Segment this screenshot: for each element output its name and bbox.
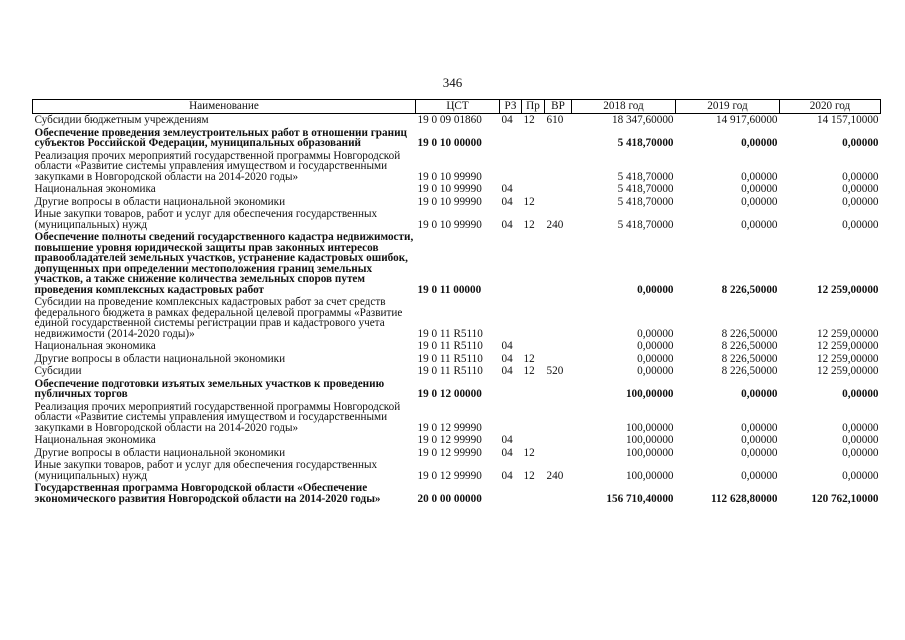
cell-vr: 610 <box>546 114 564 126</box>
cell-pr: 12 <box>523 446 535 459</box>
table-row <box>33 296 881 340</box>
cell-cst: 19 0 12 99990 <box>417 469 482 482</box>
cell-2018: 0,00000 <box>637 352 674 365</box>
cell-2019: 0,00000 <box>741 421 778 434</box>
cell-cst: 19 0 09 01860 <box>417 114 482 126</box>
cell-2018: 100,00000 <box>625 469 674 482</box>
cell-2020: 12 259,00000 <box>816 283 879 296</box>
cell-2019: 0,00000 <box>741 446 778 459</box>
cell-name: Национальная экономика <box>34 340 156 352</box>
cell-pr: 12 <box>523 218 535 231</box>
table-row <box>33 183 881 196</box>
cell-vr <box>545 231 572 296</box>
cell-rz: 04 <box>501 469 513 482</box>
cell-vr <box>545 127 572 150</box>
cell-2018: 5 418,70000 <box>617 183 674 195</box>
cell-name: Субсидии на проведение комплексных кадастровых работ за счет средств федерального бюджета в рамках федеральной целевой программы «Развитие единой государственной системы регистрации прав и кадастрового учета недвижимости (2014-2020 годы)» <box>34 296 403 340</box>
cell-pr: 12 <box>523 365 535 377</box>
cell-vr <box>545 150 572 184</box>
cell-2020: 120 762,10000 <box>811 492 879 505</box>
table-row <box>33 208 881 231</box>
budget-table <box>32 99 881 505</box>
cell-2020: 0,00000 <box>842 446 879 459</box>
cell-rz: 04 <box>501 218 513 231</box>
cell-cst: 19 0 12 00000 <box>417 388 482 400</box>
cell-vr <box>545 401 572 435</box>
cell-2020: 0,00000 <box>842 195 879 208</box>
cell-cst: 19 0 11 R5110 <box>417 352 483 365</box>
cell-2019: 0,00000 <box>741 183 778 195</box>
cell-pr <box>522 340 545 353</box>
cell-2019: 112 628,80000 <box>710 492 778 505</box>
cell-rz <box>500 378 522 401</box>
cell-name: Обеспечение проведения землеустроительных работ в отношении границ субъектов Российской Федерации, муниципальных образований <box>34 126 407 149</box>
cell-cst: 19 0 10 99990 <box>417 195 482 208</box>
cell-cst: 19 0 11 00000 <box>417 283 482 296</box>
cell-2019: 0,00000 <box>741 388 778 400</box>
cell-name: Субсидии <box>34 365 82 377</box>
cell-vr <box>545 353 572 366</box>
cell-pr: 12 <box>523 469 535 482</box>
cell-2019: 14 917,60000 <box>715 114 778 126</box>
cell-vr <box>545 482 572 505</box>
cell-pr: 12 <box>523 114 535 126</box>
cell-2018: 100,00000 <box>625 421 674 434</box>
cell-pr <box>522 127 545 150</box>
cell-2020: 12 259,00000 <box>816 327 879 340</box>
table-row <box>33 365 881 378</box>
cell-name: Другие вопросы в области национальной экономики <box>34 195 286 208</box>
cell-rz: 04 <box>501 195 513 208</box>
cell-vr <box>545 196 572 209</box>
cell-name: Реализация прочих мероприятий государственной программы Новгородской области «Развитие системы управления имуществом и государственными закупками в Новгородской области на 2014-2020 годы» <box>34 149 401 183</box>
cell-rz: 04 <box>501 434 513 446</box>
cell-cst: 20 0 00 00000 <box>417 492 482 505</box>
cell-rz: 04 <box>501 183 513 195</box>
table-row <box>33 196 881 209</box>
table-row <box>33 434 881 447</box>
header-2019: 2019 год <box>676 100 780 114</box>
table-row <box>33 114 881 127</box>
cell-pr <box>522 183 545 196</box>
cell-pr <box>522 150 545 184</box>
cell-rz <box>500 401 522 435</box>
cell-pr <box>522 296 545 340</box>
cell-rz <box>500 127 522 150</box>
cell-2020: 0,00000 <box>842 388 879 400</box>
cell-name: Иные закупки товаров, работ и услуг для обеспечения государственных (муниципальных) нужд <box>34 208 378 231</box>
table-row <box>33 150 881 184</box>
cell-rz: 04 <box>501 340 513 352</box>
cell-pr <box>522 378 545 401</box>
cell-vr <box>545 434 572 447</box>
cell-name: Субсидии бюджетным учреждениям <box>34 114 209 126</box>
cell-2018: 0,00000 <box>637 283 674 296</box>
page-number: 346 <box>442 75 463 90</box>
cell-vr <box>545 378 572 401</box>
cell-pr <box>522 231 545 296</box>
cell-name: Иные закупки товаров, работ и услуг для обеспечения государственных (муниципальных) нужд <box>34 459 378 482</box>
cell-2019: 0,00000 <box>741 137 778 149</box>
cell-2018: 5 418,70000 <box>617 137 674 149</box>
cell-vr: 240 <box>546 469 564 482</box>
cell-2019: 0,00000 <box>741 469 778 482</box>
cell-2018: 156 710,40000 <box>606 492 674 505</box>
header-vr: ВР <box>545 100 572 114</box>
cell-2019: 0,00000 <box>741 195 778 208</box>
table-row <box>33 378 881 401</box>
cell-2019: 0,00000 <box>741 170 778 183</box>
cell-name: Национальная экономика <box>34 183 156 195</box>
table-row <box>33 447 881 460</box>
cell-2020: 0,00000 <box>842 421 879 434</box>
table-row <box>33 459 881 482</box>
cell-name: Обеспечение полноты сведений государственного кадастра недвижимости, повышение уровня юридической защиты прав законных интересов правообладателей земельных участков, устранение кадастровых ошибок, допущенных при определении местоположения границ земельных участков, а также снижение количества земельных споров путем проведения комплексных кадастровых работ <box>34 231 414 296</box>
cell-cst: 19 0 12 99990 <box>417 421 482 434</box>
cell-cst: 19 0 11 R5110 <box>417 327 483 340</box>
cell-cst: 19 0 10 99990 <box>417 218 482 231</box>
cell-2020: 0,00000 <box>842 434 879 446</box>
cell-pr: 12 <box>523 352 535 365</box>
header-cst: ЦСТ <box>416 100 500 114</box>
header-2020: 2020 год <box>780 100 881 114</box>
cell-vr <box>545 183 572 196</box>
cell-2019: 8 226,50000 <box>721 352 778 365</box>
cell-2019: 8 226,50000 <box>721 365 778 377</box>
cell-cst: 19 0 12 99990 <box>417 446 482 459</box>
cell-2018: 0,00000 <box>637 365 674 377</box>
header-pr: Пр <box>522 100 545 114</box>
cell-2019: 8 226,50000 <box>721 340 778 352</box>
cell-2018: 0,00000 <box>637 340 674 352</box>
table-row <box>33 340 881 353</box>
cell-vr: 240 <box>546 218 564 231</box>
cell-pr <box>522 401 545 435</box>
cell-vr <box>545 340 572 353</box>
header-2018: 2018 год <box>572 100 676 114</box>
table-row <box>33 353 881 366</box>
cell-2020: 14 157,10000 <box>816 114 879 126</box>
cell-name: Другие вопросы в области национальной экономики <box>34 446 286 459</box>
cell-rz <box>500 150 522 184</box>
cell-rz <box>500 296 522 340</box>
cell-name: Национальная экономика <box>34 434 156 446</box>
cell-2020: 12 259,00000 <box>816 365 879 377</box>
cell-pr <box>522 434 545 447</box>
cell-cst: 19 0 11 R5110 <box>417 340 483 352</box>
cell-rz: 04 <box>501 114 513 126</box>
cell-pr: 12 <box>523 195 535 208</box>
cell-vr <box>545 447 572 460</box>
cell-2018: 100,00000 <box>625 446 674 459</box>
cell-2020: 0,00000 <box>842 469 879 482</box>
cell-rz: 04 <box>501 365 513 377</box>
cell-2018: 5 418,70000 <box>617 195 674 208</box>
header-rz: РЗ <box>500 100 522 114</box>
cell-2019: 0,00000 <box>741 434 778 446</box>
table-body <box>33 114 881 506</box>
cell-name: Государственная программа Новгородской области «Обеспечение экономического развития Новгородской области на 2014-2020 годы» <box>34 482 381 505</box>
cell-cst: 19 0 10 99990 <box>417 170 482 183</box>
cell-cst: 19 0 12 99990 <box>417 434 482 446</box>
cell-name: Другие вопросы в области национальной экономики <box>34 352 286 365</box>
cell-2020: 0,00000 <box>842 183 879 195</box>
cell-2018: 18 347,60000 <box>611 114 674 126</box>
cell-name: Обеспечение подготовки изъятых земельных участков к проведению публичных торгов <box>34 377 385 400</box>
cell-2018: 5 418,70000 <box>617 170 674 183</box>
cell-rz <box>500 231 522 296</box>
cell-rz: 04 <box>501 352 513 365</box>
table-row <box>33 231 881 296</box>
cell-vr <box>545 296 572 340</box>
cell-vr: 520 <box>546 365 564 377</box>
table-row <box>33 482 881 505</box>
cell-2019: 0,00000 <box>741 218 778 231</box>
cell-2020: 12 259,00000 <box>816 352 879 365</box>
cell-2020: 0,00000 <box>842 170 879 183</box>
table-header-row <box>33 100 881 114</box>
cell-2020: 0,00000 <box>842 137 879 149</box>
header-name: Наименование <box>33 100 416 114</box>
cell-2020: 12 259,00000 <box>816 340 879 352</box>
cell-2018: 100,00000 <box>625 434 674 446</box>
cell-rz <box>500 482 522 505</box>
cell-name: Реализация прочих мероприятий государственной программы Новгородской области «Развитие системы управления имуществом и государственными закупками в Новгородской области на 2014-2020 годы» <box>34 400 401 434</box>
cell-cst: 19 0 10 00000 <box>417 137 482 149</box>
cell-rz: 04 <box>501 446 513 459</box>
cell-2020: 0,00000 <box>842 218 879 231</box>
table-row <box>33 401 881 435</box>
cell-2019: 8 226,50000 <box>721 327 778 340</box>
cell-pr <box>522 482 545 505</box>
cell-2019: 8 226,50000 <box>721 283 778 296</box>
cell-cst: 19 0 11 R5110 <box>417 365 483 377</box>
cell-2018: 100,00000 <box>625 388 674 400</box>
cell-2018: 0,00000 <box>637 327 674 340</box>
cell-cst: 19 0 10 99990 <box>417 183 482 195</box>
table-row <box>33 127 881 150</box>
cell-2018: 5 418,70000 <box>617 218 674 231</box>
